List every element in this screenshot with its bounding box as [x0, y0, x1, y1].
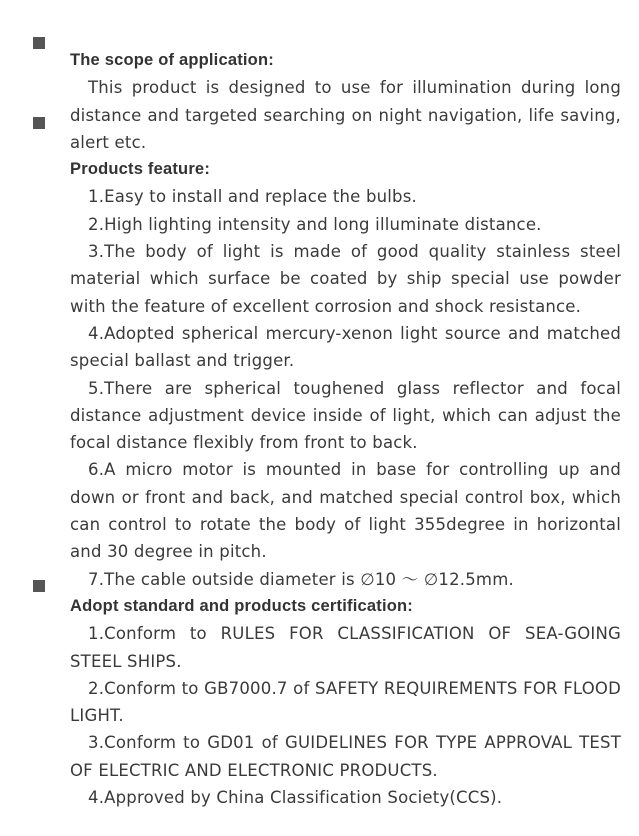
square-bullet-icon	[33, 117, 45, 129]
standard-item: 1.Conform to RULES FOR CLASSIFICATION OF SEA-GOING STEEL SHIPS.	[70, 624, 621, 671]
standard-item: 2.Conform to GB7000.7 of SAFETY REQUIREMENTS FOR FLOOD LIGHT.	[70, 678, 621, 726]
feature-item: 2.High lighting intensity and long illuminate distance.	[88, 214, 542, 234]
feature-item: 5.There are spherical toughened glass reflector and focal distance adjustment device inside of light, which can adjust the focal distance flexibly from front to back.	[70, 378, 621, 453]
feature-item: 4.Adopted spherical mercury-xenon light source and matched special ballast and trigger.	[70, 323, 621, 371]
scope-text: This product is designed to use for illumination during long distance and targeted searching on night navigation, life saving, alert etc.	[70, 78, 621, 152]
feature-item: 3.The body of light is made of good quality stainless steel material which surface be coated by ship special use powder with the feature of excellent corrosion and shock resistance.	[70, 242, 621, 316]
square-bullet-icon	[33, 37, 45, 49]
features-heading: Products feature:	[70, 160, 211, 179]
feature-item: 1.Easy to install and replace the bulbs.	[88, 187, 417, 207]
document-body	[70, 47, 621, 811]
square-bullet-icon	[33, 580, 45, 592]
standard-item: 3.Conform to GD01 of GUIDELINES FOR TYPE APPROVAL TEST OF ELECTRIC AND ELECTRONIC PRODUCTS.	[70, 733, 621, 780]
standards-heading: Adopt standard and products certification:	[70, 596, 414, 615]
scope-heading: The scope of application:	[70, 51, 274, 69]
standard-item: 4.Approved by China Classification Society(CCS).	[88, 788, 503, 808]
feature-item: 7.The cable outside diameter is ∅10 ～ ∅12.5mm.	[88, 569, 514, 589]
feature-item: 6.A micro motor is mounted in base for controlling up and down or front and back, and matched special control box, which can control to rotate the body of light 355degree in horizontal and 30 degree in pitch.	[70, 460, 621, 562]
